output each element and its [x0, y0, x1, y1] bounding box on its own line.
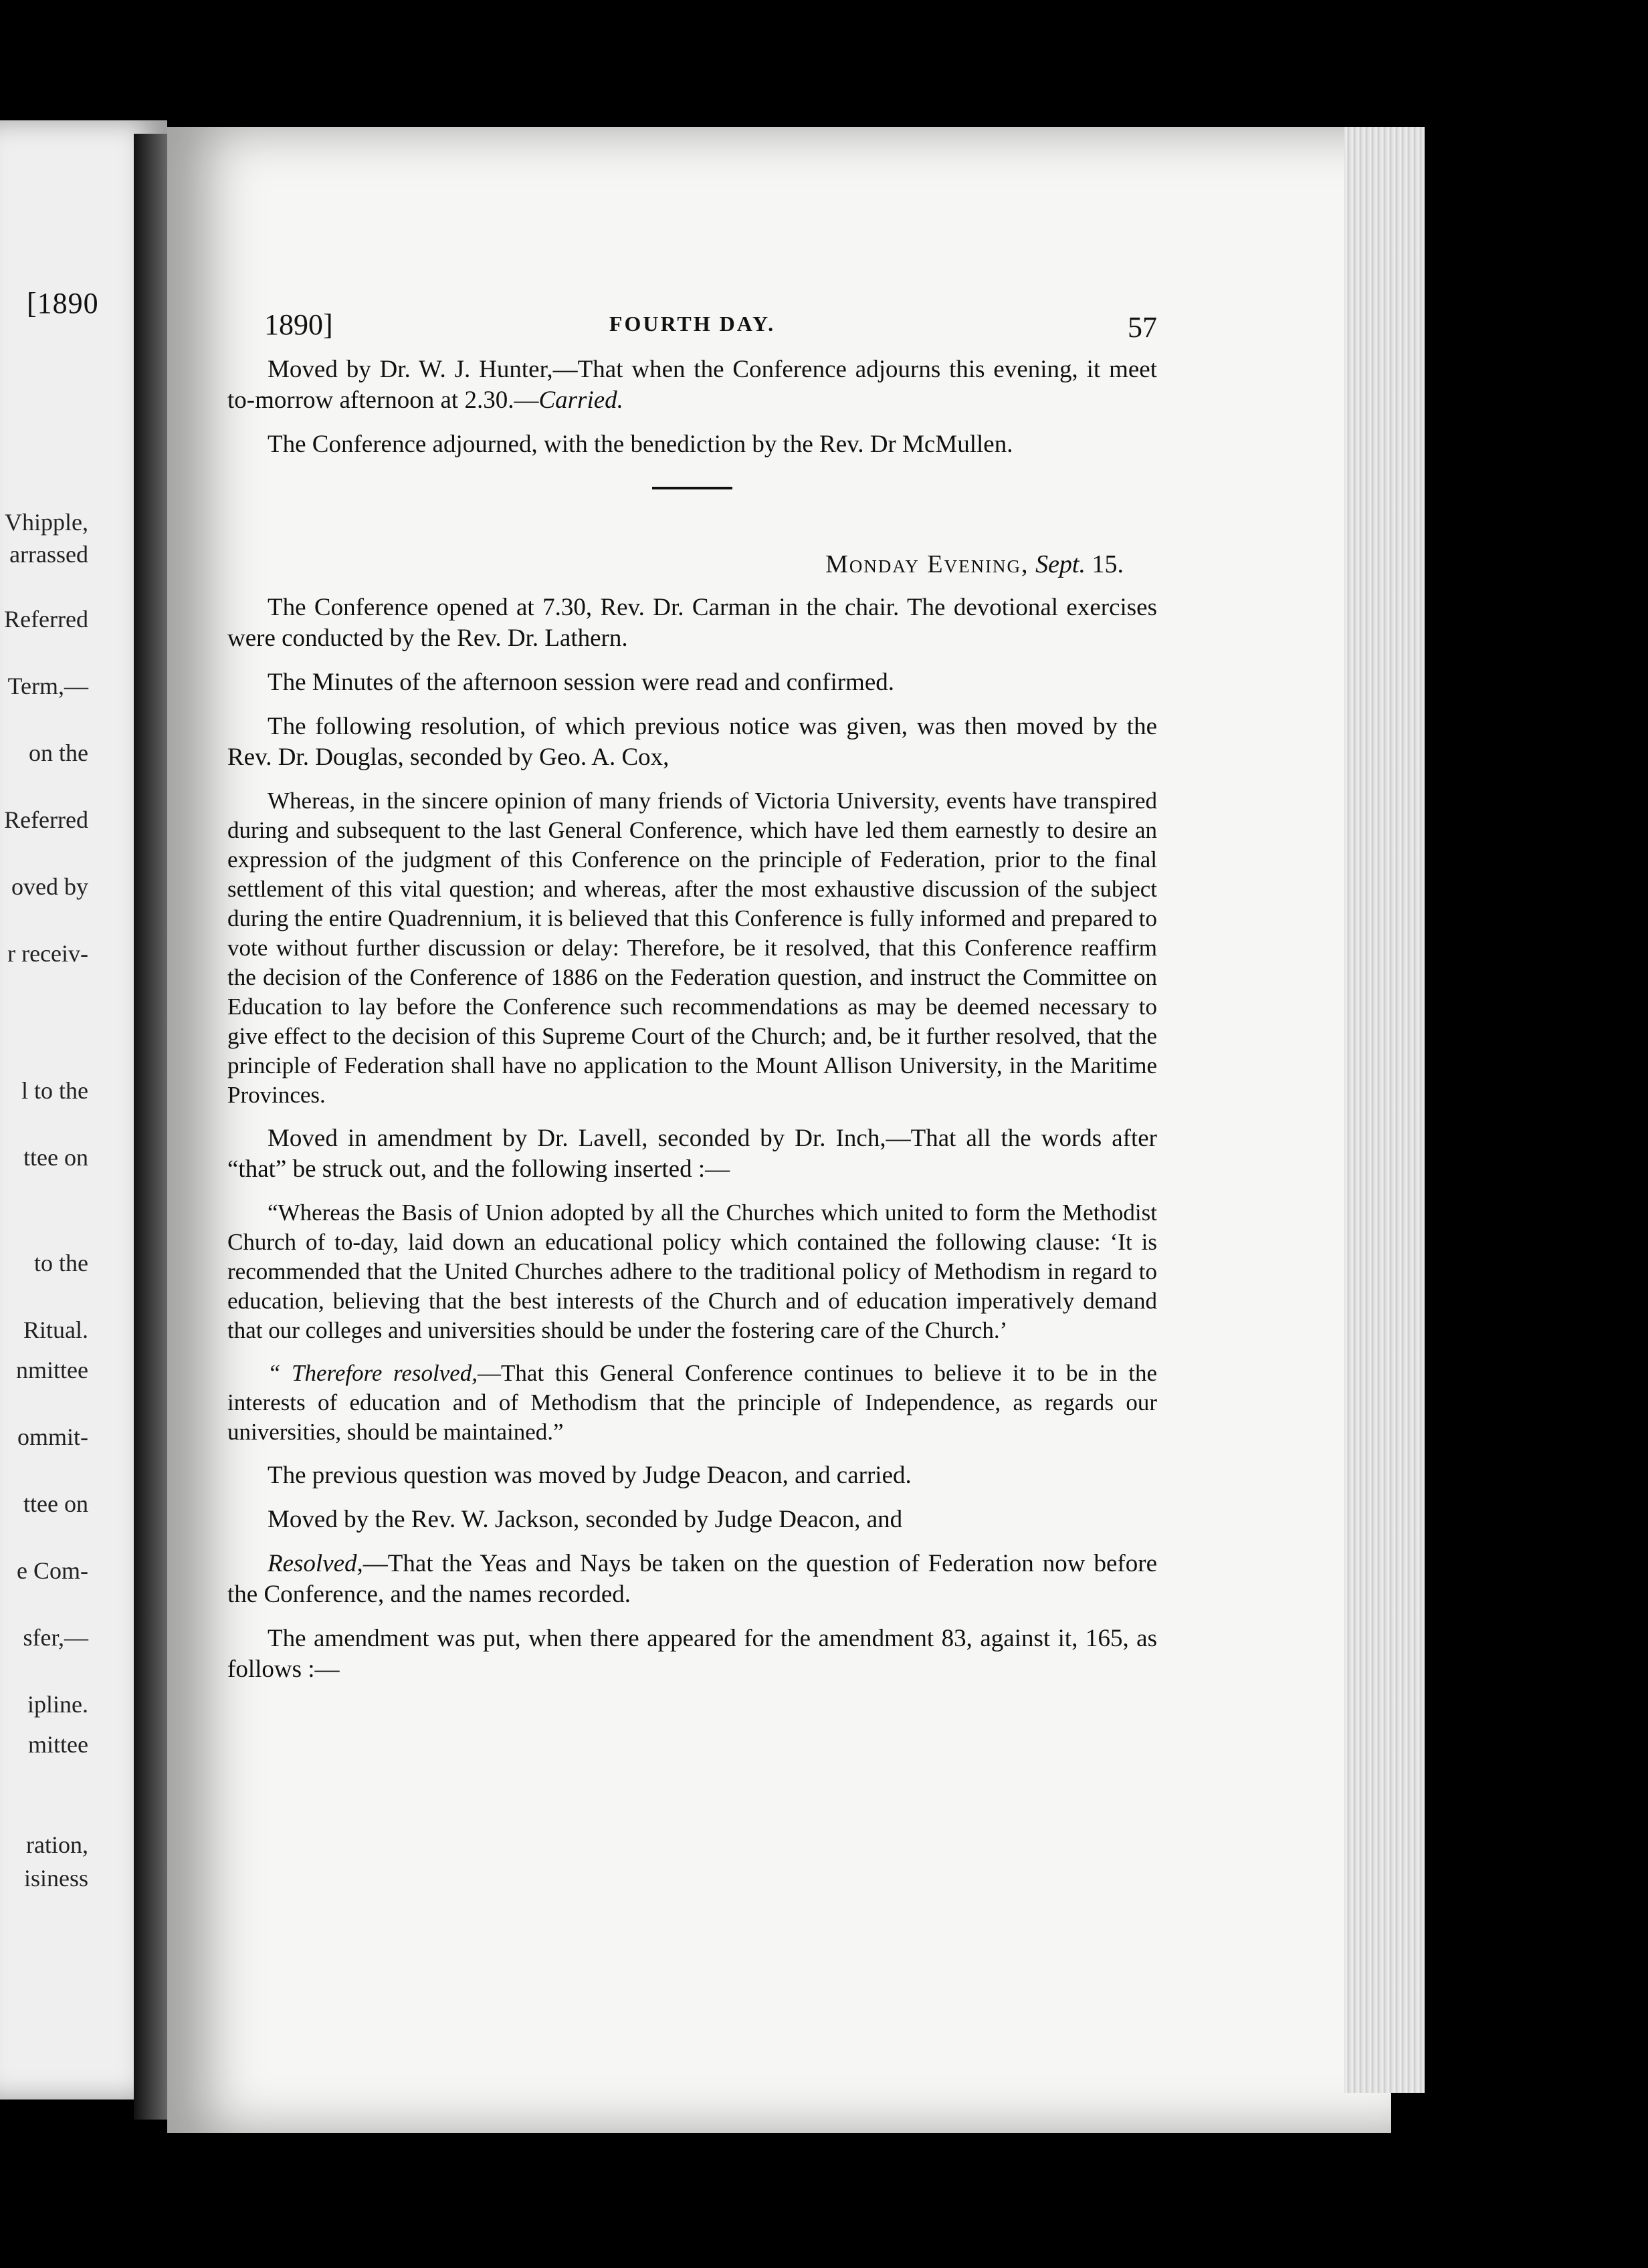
quote-resolved-text: —That this General Conference continues to believe it to be in the interests of education and of Methodism that the principle of Independence, as regards our universities, should be maintained.”	[227, 1360, 1157, 1445]
paragraph-benediction: The Conference adjourned, with the benediction by the Rev. Dr McMullen.	[268, 431, 1013, 458]
page-number: 57	[1128, 311, 1157, 344]
paragraph-previous-question: The previous question was moved by Judge Deacon, and carried.	[268, 1462, 912, 1489]
left-page-line: ration,	[26, 1831, 88, 1858]
adjourn-motion-text: Moved by Dr. W. J. Hunter,—That when the Conference adjourns this evening, it meet to-morrow afternoon at 2.30.—	[227, 356, 1157, 414]
paragraph-quote-resolved	[227, 1359, 1157, 1447]
left-page-line: Vhipple,	[5, 509, 88, 536]
yeas-nays-text: —That the Yeas and Nays be taken on the question of Federation now before the Conference, and the names recorded.	[227, 1550, 1157, 1608]
left-page-line: Referred	[4, 806, 88, 833]
left-page-line: nmittee	[16, 1357, 88, 1383]
left-page-line: Referred	[4, 606, 88, 633]
left-page-line: sfer,—	[23, 1624, 88, 1651]
left-page-line: ipline.	[27, 1691, 88, 1718]
resolved-label: Resolved,	[268, 1550, 363, 1577]
left-page-line: Term,—	[7, 673, 88, 699]
section-heading	[227, 550, 1157, 579]
left-page-line: oved by	[11, 873, 88, 900]
left-page-line: on the	[29, 740, 88, 766]
left-page-header: [1890	[27, 287, 99, 320]
left-page-line: l to the	[21, 1077, 88, 1104]
section-heading-month: Sept.	[1035, 550, 1086, 578]
left-page-line: ommit-	[17, 1424, 88, 1450]
page-edges	[1344, 127, 1425, 2093]
section-heading-date: 15.	[1092, 550, 1124, 578]
page-content	[227, 308, 1157, 1698]
left-page-line: ttee on	[23, 1490, 88, 1517]
paragraph-yeas-nays	[227, 1549, 1157, 1610]
header-title: FOURTH DAY.	[609, 312, 776, 336]
running-header	[227, 308, 1157, 354]
paragraph-resolution-intro: The following resolution, of which previous notice was given, was then moved by the Rev. Dr. Douglas, seconded by Geo. A. Cox,	[227, 713, 1157, 771]
paragraph-vote: The amendment was put, when there appeared for the amendment 83, against it, 165, as follows :—	[227, 1625, 1157, 1683]
header-year: 1890]	[264, 308, 333, 341]
paragraph-quote-basis: “Whereas the Basis of Union adopted by all the Churches which united to form the Methodist Church of to-day, laid down an educational policy which contained the following clause: ‘It is recommended that the United Churches adhere to the traditional policy of Methodism in regard to education, believing that the best interests of the Church and of education imperatively demand that our colleges and universities should be under the fostering care of the Church.’	[227, 1200, 1157, 1343]
left-page-line: mittee	[28, 1731, 88, 1758]
left-page-line: to the	[34, 1250, 88, 1276]
paragraph-whereas: Whereas, in the sincere opinion of many friends of Victoria University, events have transpired during and subsequent to the last General Conference, which have led them earnestly to desire an expression of the judgment of this Conference on the principle of Federation, prior to the final settlement of this vital question; and whereas, after the most exhaustive discussion of the subject during the entire Quadrennium, it is believed that this Conference is fully informed and prepared to vote without further discussion or delay: Therefore, be it resolved, that this Conference reaffirm the decision of the Conference of 1886 on the Federation question, and instruct the Committee on Education to lay before the Conference such recommendations as may be deemed necessary to give effect to the decision of this Supreme Court of the Church; and, be it further resolved, that the principle of Federation shall have no application to the Mount Allison University, in the Maritime Provinces.	[227, 788, 1157, 1108]
paragraph-jackson-motion: Moved by the Rev. W. Jackson, seconded by Judge Deacon, and	[268, 1506, 903, 1533]
left-page-line: arrassed	[9, 541, 88, 568]
carried-text: Carried.	[538, 386, 623, 414]
left-page-line: Ritual.	[23, 1317, 88, 1343]
left-page-line: ttee on	[23, 1144, 88, 1171]
left-page-line: e Com-	[17, 1557, 88, 1584]
paragraph-amendment: Moved in amendment by Dr. Lavell, seconded by Dr. Inch,—That all the words after “that” be struck out, and the following inserted :—	[227, 1125, 1157, 1183]
left-page-line: r receiv-	[7, 940, 88, 967]
therefore-resolved-text: “ Therefore resolved,	[268, 1360, 478, 1386]
paragraph-minutes: The Minutes of the afternoon session were read and confirmed.	[268, 669, 895, 696]
paragraph-opened: The Conference opened at 7.30, Rev. Dr. Carman in the chair. The devotional exercises were conducted by the Rev. Dr. Lathern.	[227, 594, 1157, 652]
section-heading-day: Monday Evening,	[825, 550, 1029, 578]
section-divider	[652, 487, 732, 489]
paragraph-adjourn-motion	[227, 354, 1157, 416]
left-page-line: isiness	[23, 1865, 88, 1892]
